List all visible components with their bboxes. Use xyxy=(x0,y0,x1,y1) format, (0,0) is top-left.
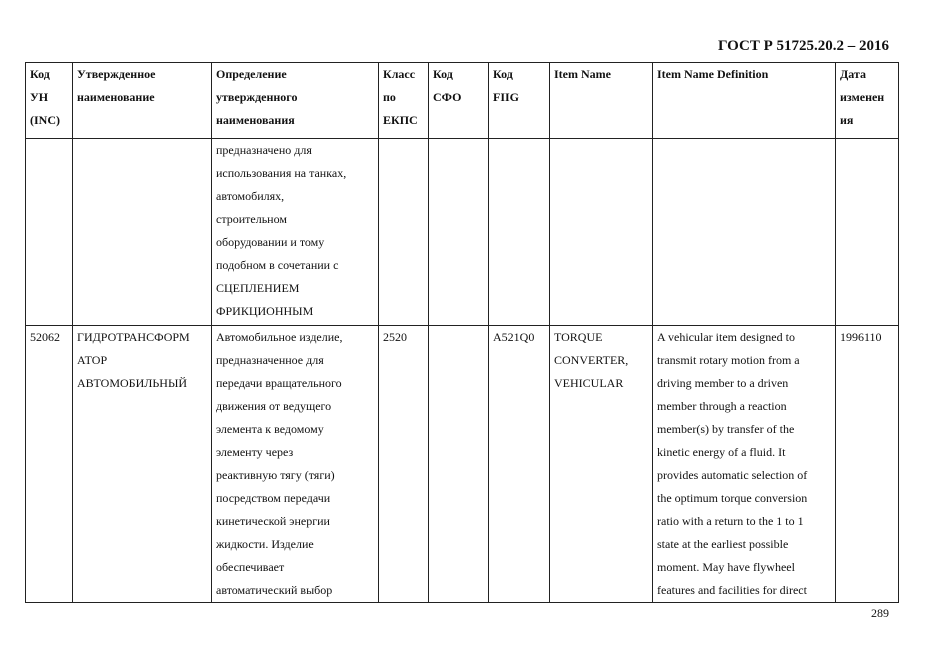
header-line: Класс xyxy=(383,67,416,81)
text-line: АВТОМОБИЛЬНЫЙ xyxy=(77,376,188,390)
cell-sfo xyxy=(429,326,489,603)
header-line: Код xyxy=(30,67,50,81)
text-line: driving member to a driven xyxy=(657,376,789,390)
text-line: Автомобильное изделие, xyxy=(216,330,343,344)
inc-code: 52062 xyxy=(30,330,60,344)
text-line: предназначенное для xyxy=(216,353,324,367)
header-sfo xyxy=(429,63,489,139)
cell-fiig xyxy=(489,326,550,603)
text-line: kinetic energy of a fluid. It xyxy=(657,445,786,459)
table-header-row xyxy=(26,63,899,139)
text-line: TORQUE xyxy=(554,330,603,344)
text-line: СЦЕПЛЕНИЕМ xyxy=(216,281,300,295)
cell-approved-name xyxy=(73,139,212,326)
header-line: Item Name Definition xyxy=(657,67,769,81)
cell-inc xyxy=(26,326,73,603)
header-line: Item Name xyxy=(554,67,611,81)
text-line: member(s) by transfer of the xyxy=(657,422,795,436)
cell-item-name-definition xyxy=(653,139,836,326)
header-class xyxy=(379,63,429,139)
text-line: автоматический выбор xyxy=(216,583,333,597)
text-line: CONVERTER, xyxy=(554,353,629,367)
table-row-continuation xyxy=(26,139,899,326)
text-line: ГИДРОТРАНСФОРМ xyxy=(77,330,190,344)
text-line: the optimum torque conversion xyxy=(657,491,808,505)
text-line: строительном xyxy=(216,212,287,226)
text-line: элемента к ведомому xyxy=(216,422,324,436)
header-change-date xyxy=(836,63,899,139)
header-inc xyxy=(26,63,73,139)
text-line: автомобилях, xyxy=(216,189,285,203)
text-line: обеспечивает xyxy=(216,560,285,574)
header-line: наименования xyxy=(216,113,295,127)
cell-definition xyxy=(212,139,379,326)
cell-definition xyxy=(212,326,379,603)
text-line: features and facilities for direct xyxy=(657,583,807,597)
cell-item-name xyxy=(550,139,653,326)
header-line: ия xyxy=(840,113,854,127)
class-code: 2520 xyxy=(383,330,407,344)
cell-item-name-definition xyxy=(653,326,836,603)
text-line: кинетической энергии xyxy=(216,514,330,528)
text-line: подобном в сочетании с xyxy=(216,258,339,272)
header-definition xyxy=(212,63,379,139)
header-line: наименование xyxy=(77,90,155,104)
text-line: ratio with a return to the 1 to 1 xyxy=(657,514,804,528)
text-line: ФРИКЦИОННЫМ xyxy=(216,304,314,318)
text-line: жидкости. Изделие xyxy=(216,537,314,551)
header-line: Утвержденное xyxy=(77,67,156,81)
document-header: ГОСТ Р 51725.20.2 – 2016 xyxy=(717,38,889,54)
page-number: 289 xyxy=(871,606,889,620)
cell-change-date xyxy=(836,139,899,326)
text-line: посредством передачи xyxy=(216,491,331,505)
header-line: изменен xyxy=(840,90,885,104)
text-line: элементу через xyxy=(216,445,294,459)
text-line: передачи вращательного xyxy=(216,376,342,390)
cell-inc xyxy=(26,139,73,326)
text-line: A vehicular item designed to xyxy=(657,330,795,344)
header-fiig xyxy=(489,63,550,139)
header-line: по xyxy=(383,90,396,104)
header-line: Код xyxy=(433,67,453,81)
fiig-code: A521Q0 xyxy=(493,330,535,344)
text-line: transmit rotary motion from a xyxy=(657,353,800,367)
text-line: moment. May have flywheel xyxy=(657,560,795,574)
header-item-name xyxy=(550,63,653,139)
header-line: УН xyxy=(30,90,49,104)
header-line: Определение xyxy=(216,67,287,81)
nomenclature-table xyxy=(25,62,899,603)
text-line: реактивную тягу (тяги) xyxy=(216,468,335,482)
text-line: движения от ведущего xyxy=(216,399,332,413)
text-line: предназначено для xyxy=(216,143,312,157)
cell-class xyxy=(379,326,429,603)
header-line: ЕКПС xyxy=(383,113,418,127)
header-line: FIIG xyxy=(493,90,520,104)
text-line: VEHICULAR xyxy=(554,376,624,390)
header-line: Код xyxy=(493,67,513,81)
cell-approved-name xyxy=(73,326,212,603)
header-line: Дата xyxy=(840,67,866,81)
text-line: АТОР xyxy=(77,353,108,367)
header-line: (INC) xyxy=(30,113,60,127)
text-line: state at the earliest possible xyxy=(657,537,789,551)
cell-sfo xyxy=(429,139,489,326)
header-approved-name xyxy=(73,63,212,139)
header-line: утвержденного xyxy=(216,90,298,104)
cell-item-name xyxy=(550,326,653,603)
text-line: provides automatic selection of xyxy=(657,468,808,482)
text-line: использования на танках, xyxy=(216,166,347,180)
cell-change-date xyxy=(836,326,899,603)
cell-fiig xyxy=(489,139,550,326)
cell-class xyxy=(379,139,429,326)
change-date: 1996110 xyxy=(840,330,882,344)
text-line: member through a reaction xyxy=(657,399,787,413)
table-row xyxy=(26,326,899,603)
header-item-name-definition xyxy=(653,63,836,139)
text-line: оборудовании и тому xyxy=(216,235,325,249)
header-line: СФО xyxy=(433,90,462,104)
